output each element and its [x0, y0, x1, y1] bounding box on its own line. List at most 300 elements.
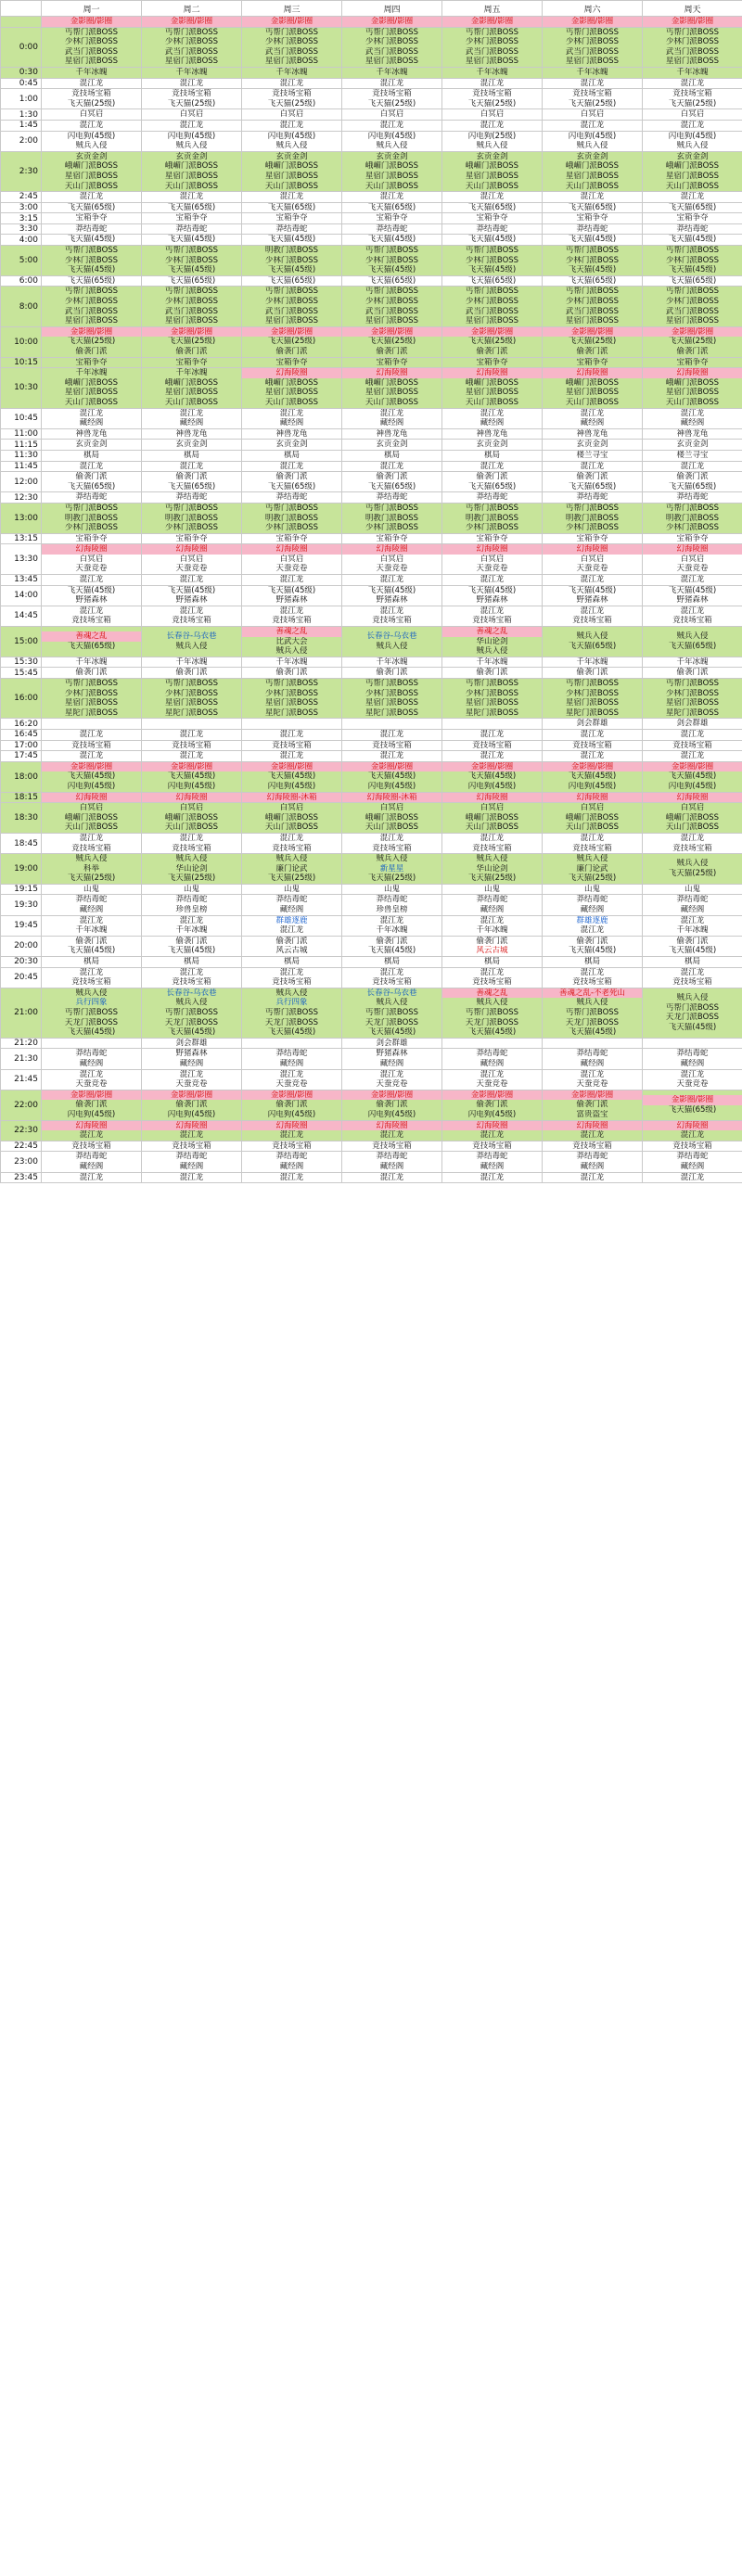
- schedule-cell: [442, 1120, 543, 1141]
- event-label: 武当门派BOSS: [164, 306, 219, 316]
- event-label: 藏经阁: [279, 905, 304, 915]
- schedule-cell: [442, 957, 543, 968]
- event-label: 混江龙: [179, 408, 204, 418]
- schedule-row: [1, 668, 742, 679]
- event-label: 星宿门派BOSS: [365, 57, 419, 67]
- event-label: 飞天猫(45级): [67, 1027, 116, 1038]
- event-label: 少林门派BOSS: [64, 297, 119, 307]
- schedule-cell: [643, 792, 742, 803]
- schedule-cell: [342, 67, 442, 78]
- schedule-cell: [442, 223, 543, 235]
- event-label: 少林门派BOSS: [264, 688, 319, 698]
- schedule-cell: [342, 472, 442, 492]
- event-label: 竞技场宝箱: [71, 977, 111, 988]
- event-label: 山鬼: [383, 884, 400, 894]
- event-label: 野猪森林: [376, 595, 408, 606]
- event-label: 飞天猫(45级): [67, 265, 116, 275]
- event-label: 宝箱争夺: [676, 533, 709, 543]
- schedule-cell: [42, 235, 142, 246]
- schedule-row: [1, 1038, 742, 1049]
- event-label: 棋局: [383, 450, 400, 460]
- event-label: 楼兰寻宝: [576, 450, 608, 460]
- schedule-cell: [242, 761, 342, 792]
- schedule-cell: [242, 89, 342, 109]
- event-label: 混江龙: [179, 1130, 204, 1141]
- event-label: 莽结毒蛇: [75, 1152, 108, 1162]
- event-label: 藏经阁: [680, 1161, 705, 1171]
- event-label: 兵行四象: [275, 998, 308, 1008]
- event-label: 飞天猫(65级): [167, 481, 216, 491]
- event-label: 宝箱争夺: [476, 357, 508, 367]
- event-label: 棋局: [283, 957, 300, 967]
- event-label: 藏经阁: [480, 418, 505, 428]
- event-label: 飞天猫(65级): [267, 202, 316, 212]
- event-label: 丐帮门派BOSS: [565, 503, 620, 513]
- event-label: 混江龙: [179, 575, 204, 585]
- event-label: 千年冰魄: [376, 657, 408, 667]
- schedule-cell: [242, 1152, 342, 1172]
- event-label: 宝箱争夺: [376, 357, 408, 367]
- event-label: 少林门派BOSS: [64, 255, 119, 265]
- schedule-row: [1, 151, 742, 191]
- schedule-cell: [342, 854, 442, 885]
- schedule-cell: [242, 450, 342, 461]
- schedule-cell: [543, 854, 643, 885]
- schedule-cell: [543, 213, 643, 224]
- event-label: 少林门派BOSS: [665, 297, 720, 307]
- time-label: 12:00: [1, 472, 42, 492]
- schedule-cell: [42, 109, 142, 121]
- schedule-cell: [342, 1069, 442, 1090]
- schedule-cell: [242, 585, 342, 606]
- event-label: 莽结毒蛇: [175, 492, 208, 503]
- event-label: 珍兽皇榜: [376, 905, 408, 915]
- schedule-cell: [643, 202, 742, 213]
- event-label: 闪电狗(45级): [568, 781, 617, 791]
- event-label: 千年冰魄: [275, 657, 308, 667]
- event-label: 星宿门派BOSS: [465, 171, 519, 181]
- schedule-cell: [42, 78, 142, 89]
- event-label: 山鬼: [183, 884, 199, 894]
- event-label: 白冥启: [379, 554, 404, 564]
- event-label: 混江龙: [680, 461, 705, 471]
- event-label: 贼兵入侵: [576, 998, 608, 1008]
- event-label: 千年冰魄: [476, 925, 508, 936]
- event-label: 天蚕竞卷: [175, 1079, 208, 1090]
- event-label: 飞天猫(65级): [167, 275, 216, 286]
- event-label: 白冥启: [480, 554, 505, 564]
- event-label: 混江龙: [179, 833, 204, 843]
- schedule-cell: [643, 357, 742, 368]
- event-label: 棋局: [83, 957, 99, 967]
- schedule-cell: [342, 719, 442, 730]
- event-label: 星宿门派BOSS: [565, 316, 620, 326]
- event-label: 混江龙: [379, 1172, 404, 1182]
- event-label: 竞技场宝箱: [472, 89, 512, 99]
- event-label: 混江龙: [680, 729, 705, 739]
- event-label: 宝箱争夺: [576, 213, 608, 223]
- event-label: 混江龙: [580, 606, 605, 616]
- schedule-cell: [442, 131, 543, 151]
- schedule-cell: [643, 27, 742, 67]
- time-label: 13:45: [1, 575, 42, 586]
- schedule-row: [1, 803, 742, 834]
- event-label: 混江龙: [680, 915, 705, 925]
- schedule-cell: [442, 78, 543, 89]
- time-label: 17:00: [1, 740, 42, 751]
- event-label: 藏经阁: [580, 905, 605, 915]
- event-label: 竞技场宝箱: [272, 977, 312, 988]
- time-label: 18:15: [1, 792, 42, 803]
- event-label: 山鬼: [583, 884, 600, 894]
- schedule-cell: [643, 461, 742, 472]
- schedule-cell: [142, 627, 242, 657]
- schedule-cell: [42, 461, 142, 472]
- schedule-cell: [142, 202, 242, 213]
- time-label: 19:45: [1, 915, 42, 936]
- event-label: 峨嵋门派BOSS: [665, 161, 720, 172]
- event-label: 混江龙: [480, 1069, 505, 1079]
- schedule-cell: [643, 67, 742, 78]
- event-label: 神兽龙龟: [275, 428, 308, 439]
- schedule-cell: [342, 533, 442, 544]
- event-label: 混江龙: [480, 751, 505, 761]
- event-label: 星宿门派BOSS: [164, 171, 219, 181]
- schedule-cell: [342, 192, 442, 203]
- event-label: 天山门派BOSS: [164, 397, 219, 407]
- schedule-cell: [643, 450, 742, 461]
- schedule-cell: [442, 729, 543, 740]
- event-label: 飞天猫(65级): [467, 275, 517, 286]
- event-label: 丐帮门派BOSS: [164, 503, 219, 513]
- schedule-cell: [643, 729, 742, 740]
- event-label: 千年冰魄: [175, 657, 208, 667]
- event-label: 混江龙: [379, 606, 404, 616]
- event-label: 丐帮门派BOSS: [465, 246, 519, 256]
- event-label: 棋局: [283, 450, 300, 460]
- event-label: 竞技场宝箱: [172, 89, 211, 99]
- event-label: 明教门派BOSS: [264, 513, 319, 523]
- event-label: 丐帮门派BOSS: [64, 1008, 119, 1017]
- event-label: 少林门派BOSS: [164, 688, 219, 698]
- event-label: 白冥启: [79, 109, 104, 120]
- event-label: 丐帮门派BOSS: [365, 1008, 419, 1017]
- event-label: 混江龙: [279, 967, 304, 977]
- event-label: 偷袭门派: [576, 936, 608, 946]
- event-label: 珍兽皇榜: [175, 905, 208, 915]
- schedule-cell: [142, 936, 242, 956]
- schedule-cell: [442, 192, 543, 203]
- event-label: 贼兵入侵: [576, 631, 608, 642]
- schedule-cell: [242, 575, 342, 586]
- schedule-cell: [643, 275, 742, 287]
- event-label: 丐帮门派BOSS: [164, 27, 219, 37]
- schedule-cell: [242, 668, 342, 679]
- event-label: 混江龙: [580, 461, 605, 471]
- event-label: 幻海陵圈: [543, 793, 642, 803]
- event-label: 竞技场宝箱: [172, 843, 211, 853]
- event-label: 混江龙: [79, 120, 104, 130]
- event-label: 幻海陵圈: [442, 368, 542, 378]
- event-label: 千年冰魄: [175, 67, 208, 77]
- event-label: 华山论剑: [175, 863, 208, 874]
- schedule-cell: [442, 357, 543, 368]
- event-label: 飞天猫(45级): [367, 235, 416, 245]
- event-label: 天蚕竞卷: [476, 1079, 508, 1090]
- schedule-cell: [342, 679, 442, 719]
- schedule-cell: [242, 884, 342, 895]
- event-label: 闪电狗(45级): [67, 1109, 116, 1119]
- event-label: 天山门派BOSS: [64, 181, 119, 191]
- schedule-row: [1, 679, 742, 719]
- schedule-row: [1, 740, 742, 751]
- event-label: 丐帮门派BOSS: [665, 503, 720, 513]
- event-label: 贼兵入侵: [275, 646, 308, 657]
- event-label: 少林门派BOSS: [665, 688, 720, 698]
- event-label: 飞天猫(45级): [568, 235, 617, 245]
- schedule-row: [1, 544, 742, 575]
- event-label: 少林门派BOSS: [565, 255, 620, 265]
- schedule-cell: [142, 575, 242, 586]
- event-label: 飞天猫(65级): [267, 275, 316, 286]
- time-label: 18:30: [1, 803, 42, 834]
- event-label: 玄贡金剑: [275, 440, 308, 450]
- schedule-row: [1, 89, 742, 109]
- event-label: 混江龙: [680, 751, 705, 761]
- event-label: 星宿门派BOSS: [465, 57, 519, 67]
- schedule-cell: [643, 606, 742, 626]
- schedule-cell: [342, 884, 442, 895]
- event-label: 幻海陵圈: [543, 544, 642, 555]
- schedule-cell: [342, 78, 442, 89]
- time-label: 16:20: [1, 719, 42, 730]
- event-label: 藏经阁: [680, 1058, 705, 1068]
- event-label: 棋局: [83, 450, 99, 460]
- event-label: 混江龙: [279, 925, 304, 936]
- event-label: 峨嵋门派BOSS: [565, 161, 620, 172]
- schedule-cell: [242, 740, 342, 751]
- event-label: 飞天猫(45级): [467, 265, 517, 275]
- time-label: 11:45: [1, 461, 42, 472]
- event-label: 金影圈/影圈: [442, 762, 542, 772]
- event-label: 竞技场宝箱: [472, 977, 512, 988]
- event-label: 丐帮门派BOSS: [665, 679, 720, 688]
- schedule-cell: [142, 246, 242, 276]
- schedule-cell: [342, 1152, 442, 1172]
- event-label: 武当门派BOSS: [665, 46, 720, 57]
- time-label: 21:00: [1, 988, 42, 1038]
- event-label: 金影圈/影圈: [442, 17, 542, 27]
- event-label: 竞技场宝箱: [71, 89, 111, 99]
- schedule-cell: [543, 1049, 643, 1069]
- event-label: 野猪森林: [75, 595, 108, 606]
- schedule-row: [1, 585, 742, 606]
- schedule-cell: [242, 17, 342, 28]
- schedule-cell: [242, 275, 342, 287]
- time-label: 11:15: [1, 440, 42, 451]
- event-label: 少林门派BOSS: [64, 523, 119, 533]
- event-label: 星陀门派BOSS: [64, 708, 119, 718]
- schedule-cell: [42, 1090, 142, 1120]
- event-label: 贼兵入侵: [576, 854, 608, 864]
- event-label: 山鬼: [483, 884, 500, 894]
- event-label: 竞技场宝箱: [172, 1141, 211, 1151]
- event-label: 白冥启: [480, 109, 505, 120]
- event-label: 莽结毒蛇: [476, 895, 508, 905]
- schedule-cell: [643, 585, 742, 606]
- event-label: 飞天猫(65级): [668, 481, 717, 491]
- event-label: 丐帮门派BOSS: [64, 246, 119, 256]
- event-label: 野猪森林: [175, 595, 208, 606]
- schedule-cell: [242, 1049, 342, 1069]
- event-label: 峨嵋门派BOSS: [565, 377, 620, 388]
- event-label: 白冥启: [79, 554, 104, 564]
- schedule-cell: [342, 761, 442, 792]
- event-label: 幻海陵圈: [543, 368, 642, 378]
- schedule-cell: [442, 533, 543, 544]
- schedule-cell: [643, 884, 742, 895]
- time-label: 20:45: [1, 967, 42, 988]
- schedule-cell: [543, 575, 643, 586]
- event-label: 宝箱争夺: [75, 357, 108, 367]
- schedule-cell: [442, 988, 543, 1038]
- schedule-row: [1, 1172, 742, 1183]
- event-label: 莽结毒蛇: [75, 223, 108, 234]
- event-label: 藏经阁: [179, 418, 204, 428]
- schedule-cell: [142, 89, 242, 109]
- event-label: 棋局: [684, 957, 700, 967]
- schedule-cell: [643, 1141, 742, 1152]
- schedule-row: [1, 408, 742, 428]
- schedule-cell: [142, 585, 242, 606]
- event-label: 莽结毒蛇: [75, 1049, 108, 1059]
- event-label: 混江龙: [580, 408, 605, 418]
- event-label: 竞技场宝箱: [372, 740, 412, 750]
- schedule-cell: [643, 246, 742, 276]
- schedule-cell: [342, 109, 442, 121]
- schedule-cell: [242, 1069, 342, 1090]
- event-label: 剑会群雄: [676, 719, 709, 729]
- event-label: 贼兵入侵: [175, 854, 208, 864]
- schedule-cell: [42, 729, 142, 740]
- schedule-cell: [442, 719, 543, 730]
- schedule-row: [1, 1152, 742, 1172]
- event-label: 贼兵入侵: [376, 854, 408, 864]
- event-label: 幻海陵圈: [442, 1121, 542, 1131]
- event-label: 星宿门派BOSS: [164, 388, 219, 398]
- event-label: 偷袭门派: [376, 347, 408, 356]
- schedule-cell: [242, 461, 342, 472]
- schedule-cell: [42, 131, 142, 151]
- event-label: 竞技场宝箱: [672, 740, 712, 750]
- event-label: 宝箱争夺: [576, 357, 608, 367]
- event-label: 偷袭门派: [275, 1100, 308, 1110]
- schedule-cell: [242, 967, 342, 988]
- schedule-cell: [643, 223, 742, 235]
- event-label: 天山门派BOSS: [465, 823, 519, 833]
- schedule-cell: [142, 67, 242, 78]
- time-label: 17:45: [1, 751, 42, 762]
- schedule-cell: [142, 287, 242, 326]
- event-label: 混江龙: [179, 915, 204, 925]
- time-column-header: [1, 1, 42, 17]
- schedule-cell: [643, 936, 742, 956]
- event-label-empty: [42, 1039, 141, 1049]
- schedule-cell: [543, 957, 643, 968]
- schedule-cell: [342, 1090, 442, 1120]
- event-label: 白冥启: [179, 803, 204, 813]
- event-label: 飞天猫(45级): [668, 1022, 717, 1032]
- schedule-cell: [342, 1172, 442, 1183]
- schedule-cell: [42, 761, 142, 792]
- event-label: 天山门派BOSS: [264, 397, 319, 407]
- schedule-cell: [643, 1152, 742, 1172]
- schedule-row: [1, 1069, 742, 1090]
- schedule-row: [1, 131, 742, 151]
- event-label: 混江龙: [379, 1130, 404, 1141]
- event-label: 藏经阁: [179, 1058, 204, 1068]
- schedule-cell: [442, 761, 543, 792]
- schedule-cell: [142, 1069, 242, 1090]
- schedule-cell: [42, 575, 142, 586]
- event-label: 混江龙: [680, 120, 705, 130]
- time-label: 6:00: [1, 275, 42, 287]
- schedule-cell: [342, 1038, 442, 1049]
- event-label: 天蚕竞卷: [75, 564, 108, 574]
- event-label: 飞天猫(45级): [267, 1027, 316, 1038]
- event-label: 飞天猫(25级): [167, 874, 216, 884]
- event-label: 白冥启: [580, 109, 605, 120]
- time-label: 2:45: [1, 192, 42, 203]
- time-label: 13:15: [1, 533, 42, 544]
- schedule-cell: [442, 575, 543, 586]
- event-label: 白冥启: [480, 803, 505, 813]
- schedule-cell: [543, 761, 643, 792]
- event-label: 金影圈/影圈: [142, 17, 241, 27]
- event-label: 群雄逐鹿: [275, 915, 308, 925]
- event-label: 混江龙: [480, 408, 505, 418]
- event-label: 峨嵋门派BOSS: [64, 377, 119, 388]
- schedule-cell: [42, 1172, 142, 1183]
- schedule-row: [1, 235, 742, 246]
- event-label: 千年冰魄: [376, 925, 408, 936]
- schedule-cell: [442, 213, 543, 224]
- event-label: 竞技场宝箱: [472, 1141, 512, 1151]
- event-label: 星宿门派BOSS: [264, 171, 319, 181]
- schedule-cell: [643, 751, 742, 762]
- schedule-cell: [242, 120, 342, 131]
- event-label: 偷袭门派: [576, 668, 608, 678]
- event-label: 飞天猫(45级): [668, 946, 717, 956]
- event-label: 竞技场宝箱: [372, 1141, 412, 1151]
- event-label: 幻海陵圈: [442, 544, 542, 555]
- event-label: 幻海陵圈-沐箱: [242, 793, 341, 803]
- event-label: 混江龙: [379, 78, 404, 88]
- schedule-cell: [142, 17, 242, 28]
- schedule-cell: [342, 17, 442, 28]
- event-label: 峨嵋门派BOSS: [64, 812, 119, 823]
- event-label: 玄贡金剑: [676, 440, 709, 450]
- schedule-cell: [543, 235, 643, 246]
- schedule-cell: [342, 492, 442, 504]
- schedule-cell: [142, 492, 242, 504]
- time-label: 12:30: [1, 492, 42, 504]
- event-label: 闪电狗(45级): [467, 1109, 517, 1119]
- schedule-row: [1, 657, 742, 668]
- event-label: 宝箱争夺: [175, 357, 208, 367]
- schedule-cell: [342, 368, 442, 408]
- event-label: 天蚕竞卷: [676, 564, 709, 574]
